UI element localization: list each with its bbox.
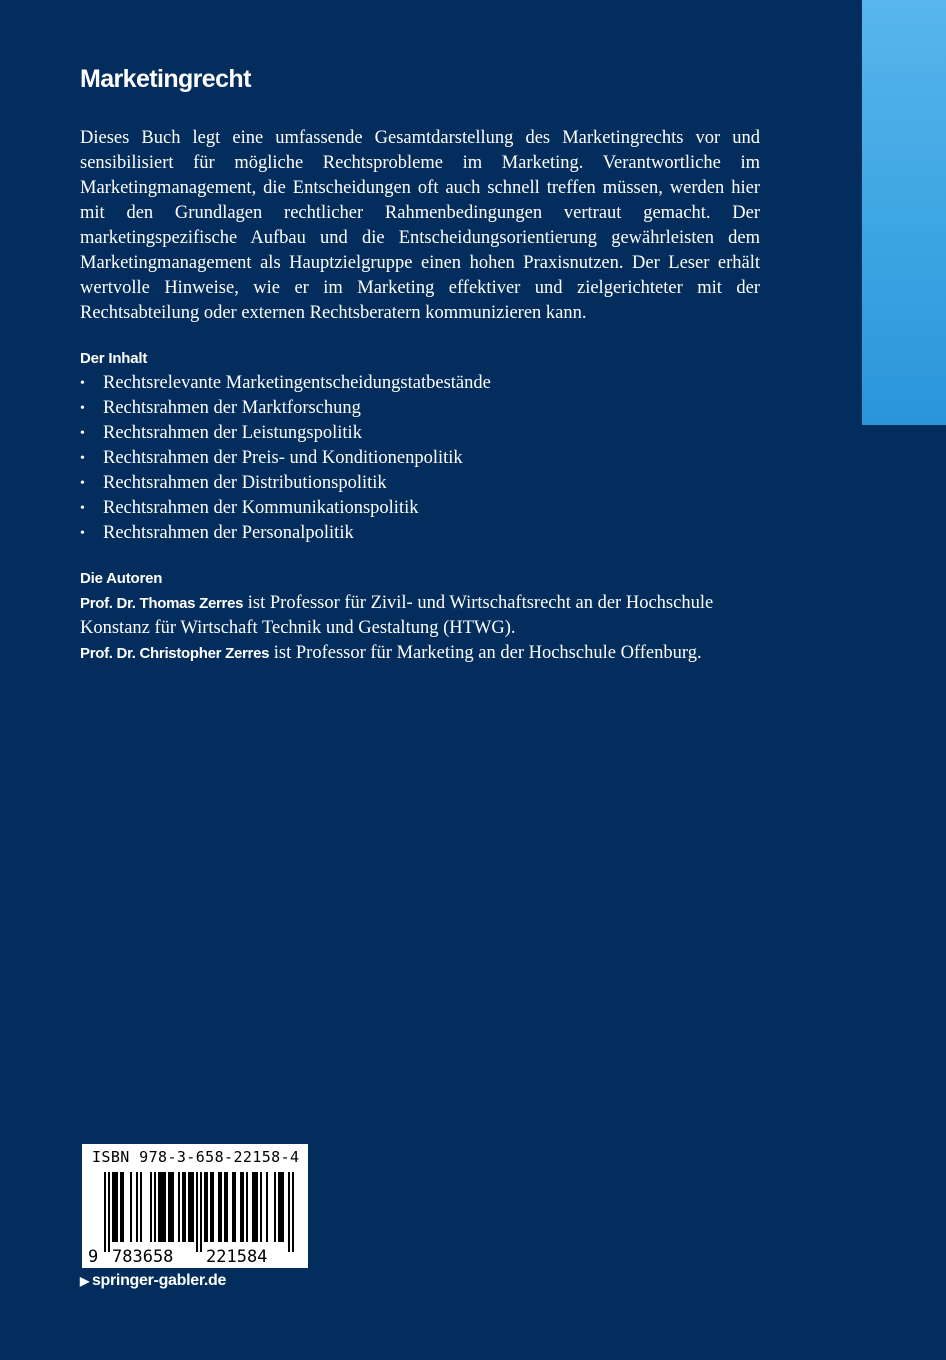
barcode-bar <box>162 1172 164 1242</box>
bullet-icon: • <box>80 526 85 541</box>
publisher-link[interactable] <box>80 1272 226 1290</box>
bullet-icon: • <box>80 451 85 466</box>
barcode-bar <box>242 1172 244 1242</box>
barcode-bar <box>224 1172 226 1242</box>
barcode-bar <box>172 1172 174 1242</box>
barcode-digits-right: 221584 <box>206 1247 268 1267</box>
barcode-bar <box>212 1172 214 1242</box>
barcode-bar <box>114 1172 116 1242</box>
barcode-bar <box>170 1172 172 1242</box>
barcode-bar <box>188 1172 190 1242</box>
bullet-icon: • <box>80 426 85 441</box>
barcode-bar <box>204 1172 206 1242</box>
book-title: Marketingrecht <box>80 65 251 93</box>
barcode-bar <box>122 1172 124 1242</box>
barcode-bar <box>200 1172 202 1252</box>
barcode-bar <box>254 1172 256 1242</box>
arrow-right-icon: ▶ <box>80 1274 89 1288</box>
barcode-bar <box>266 1172 268 1242</box>
bullet-icon: • <box>80 501 85 516</box>
barcode-bar <box>282 1172 284 1242</box>
barcode-bar <box>150 1172 152 1242</box>
back-cover-content <box>80 62 780 666</box>
author-bio: ist Professor für Zivil- und Wirtschaftsrecht an der Hochschule Konstanz für Wirtschaft Technik und Gestaltung (HTWG). <box>80 593 714 638</box>
authors-heading: Die Autoren <box>80 570 163 587</box>
barcode-bar <box>210 1172 212 1242</box>
list-item: • Rechtsrahmen der Personalpolitik <box>80 521 780 546</box>
author-entry <box>80 641 780 666</box>
barcode-bar <box>234 1172 236 1242</box>
barcode-bar <box>190 1172 192 1242</box>
isbn-barcode <box>82 1144 308 1268</box>
list-item: • Rechtsrelevante Marketingentscheidungstatbestände <box>80 371 780 396</box>
barcode-bar <box>274 1172 276 1242</box>
contents-list <box>80 371 780 546</box>
barcode-bar <box>292 1172 294 1252</box>
list-item: • Rechtsrahmen der Leistungspolitik <box>80 421 780 446</box>
barcode-bar <box>130 1172 132 1242</box>
barcode-bar <box>178 1172 180 1242</box>
contents-heading: Der Inhalt <box>80 350 148 367</box>
barcode-bar <box>120 1172 122 1242</box>
barcode-bar <box>154 1172 156 1242</box>
barcode-digit-lead: 9 <box>88 1247 99 1267</box>
barcode-bar <box>256 1172 258 1242</box>
barcode-bar <box>218 1172 220 1242</box>
list-item: • Rechtsrahmen der Preis- und Konditionenpolitik <box>80 446 780 471</box>
author-entry <box>80 591 780 641</box>
bullet-icon: • <box>80 376 85 391</box>
barcode-bar <box>246 1172 248 1242</box>
barcode-bar <box>252 1172 254 1242</box>
book-description: Dieses Buch legt eine umfassende Gesamtdarstellung des Marketingrechts vor und sensibilisiert für mögliche Rechtsprobleme im Marketing. Verantwortliche im Marketingmanagement, die Entscheidungen oft auch schnell treffen müssen, werden hier mit den Grundlagen rechtlicher Rahmenbedingungen vertraut gemacht. Der marketingspezifische Aufbau und die Entscheidungsorientierung gewährleisten dem Marketingmanagement als Hauptzielgruppe einen hohen Praxisnutzen. Der Leser erhält wertvolle Hinweise, wie er im Marketing effektiver und zielgerichteter mit der Rechtsabteilung oder externen Rechtsberatern kommunizieren kann. <box>80 128 760 323</box>
barcode-bar <box>140 1172 142 1242</box>
author-bio: ist Professor für Marketing an der Hochschule Offenburg. <box>269 643 702 663</box>
author-name: Prof. Dr. Thomas Zerres <box>80 595 244 612</box>
barcode-bar <box>168 1172 170 1242</box>
barcode-bar <box>164 1172 166 1242</box>
barcode-bar <box>226 1172 228 1242</box>
isbn-label: ISBN 978-3-658-22158-4 <box>92 1148 300 1166</box>
barcode-bar <box>196 1172 198 1252</box>
barcode-bar <box>192 1172 194 1242</box>
bullet-icon: • <box>80 476 85 491</box>
barcode-bar <box>160 1172 162 1242</box>
list-item: • Rechtsrahmen der Distributionspolitik <box>80 471 780 496</box>
barcode-bar <box>278 1172 280 1242</box>
barcode-bar <box>240 1172 242 1242</box>
barcode-bar <box>136 1172 138 1242</box>
barcode-bar <box>280 1172 282 1242</box>
barcode-bar <box>104 1172 106 1252</box>
list-item: • Rechtsrahmen der Marktforschung <box>80 396 780 421</box>
barcode-bars <box>82 1170 308 1268</box>
author-name: Prof. Dr. Christopher Zerres <box>80 645 270 662</box>
bullet-icon: • <box>80 401 85 416</box>
barcode-bar <box>158 1172 160 1242</box>
barcode-bar <box>182 1172 184 1242</box>
barcode-bar <box>206 1172 208 1242</box>
barcode-bar <box>112 1172 114 1242</box>
barcode-bar <box>288 1172 290 1252</box>
barcode-bar <box>260 1172 262 1242</box>
list-item: • Rechtsrahmen der Kommunikationspolitik <box>80 496 780 521</box>
publisher-url: springer-gabler.de <box>91 1272 227 1289</box>
barcode-digits-left: 783658 <box>112 1247 174 1267</box>
barcode-bar <box>116 1172 118 1242</box>
barcode-bar <box>108 1172 110 1252</box>
barcode-bar <box>184 1172 186 1242</box>
barcode-bar <box>220 1172 222 1242</box>
barcode-bar <box>232 1172 234 1242</box>
accent-stripe <box>862 0 946 425</box>
